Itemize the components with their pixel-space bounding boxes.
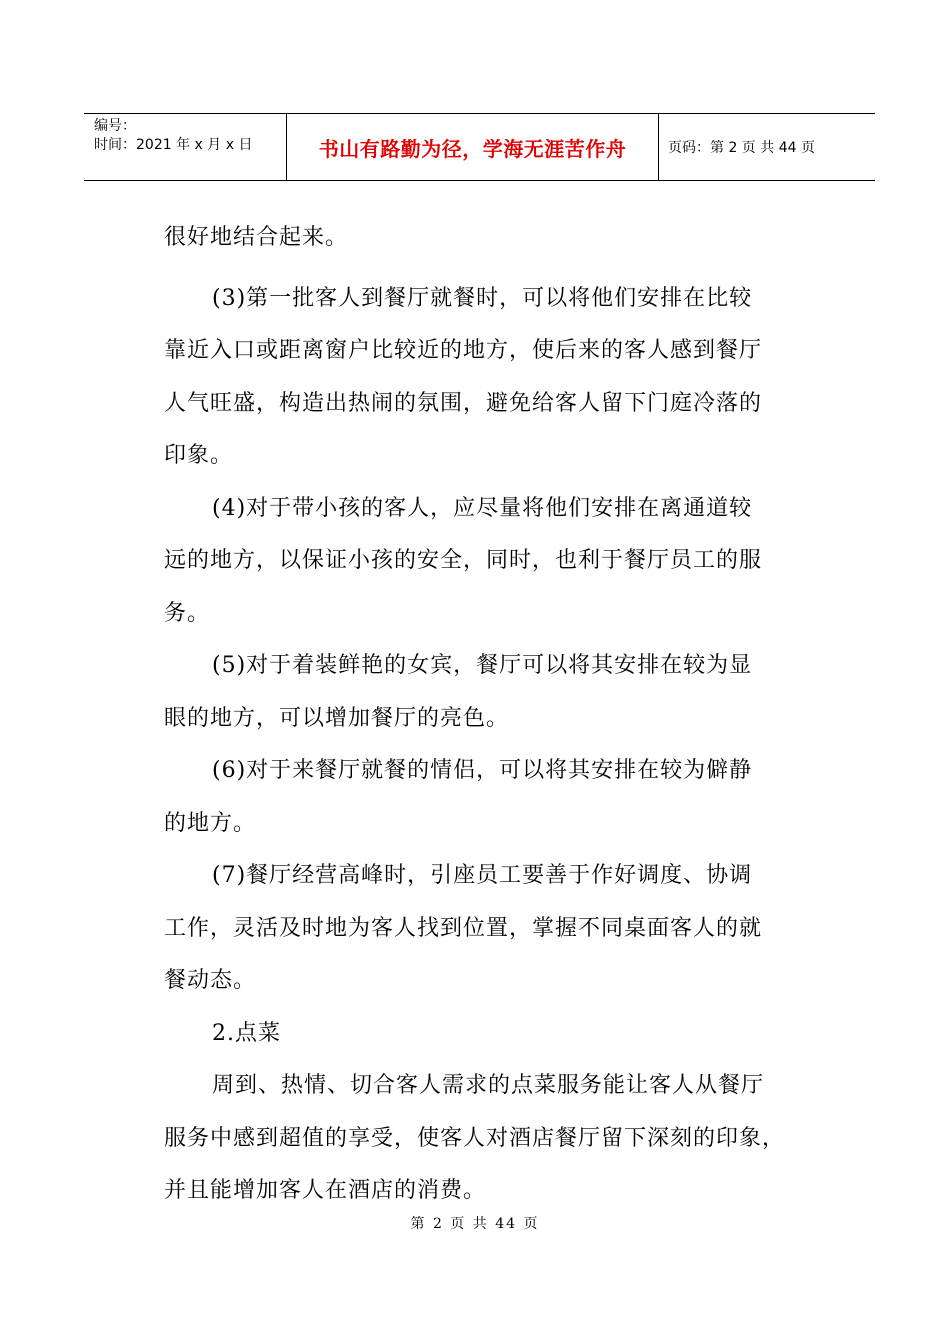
body-line: (7)餐厅经营高峰时，引座员工要善于作好调度、协调 [212, 863, 753, 888]
body-line: 远的地方，以保证小孩的安全，同时，也利于餐厅员工的服 [164, 548, 763, 573]
document-date-label: 时间：2021 年 x 月 x 日 [94, 137, 253, 153]
body-line: 眼的地方，可以增加餐厅的亮色。 [164, 706, 510, 731]
body-line: 服务中感到超值的享受，使客人对酒店餐厅留下深刻的印象， [164, 1126, 786, 1151]
body-line: 并且能增加客人在酒店的消费。 [164, 1178, 487, 1203]
page-footer: 第 2 页 共 44 页 [410, 1216, 540, 1232]
document-header [84, 113, 875, 181]
header-motto: 书山有路勤为径，学海无涯苦作舟 [318, 136, 627, 161]
body-line: 工作，灵活及时地为客人找到位置，掌握不同桌面客人的就 [164, 916, 763, 941]
header-motto-cell [286, 114, 659, 180]
header-info-cell [84, 114, 286, 180]
body-line: 务。 [164, 601, 211, 626]
document-number-label: 编号： [94, 118, 136, 134]
body-line: (4)对于带小孩的客人，应尽量将他们安排在离通道较 [212, 496, 753, 521]
body-line: 周到、热情、切合客人需求的点菜服务能让客人从餐厅 [212, 1073, 765, 1098]
section-heading: 2.点菜 [212, 1021, 281, 1046]
body-line: 人气旺盛，构造出热闹的氛围，避免给客人留下门庭冷落的 [164, 391, 763, 416]
body-line: 印象。 [164, 443, 234, 468]
body-line: 餐动态。 [164, 968, 257, 993]
body-line: 靠近入口或距离窗户比较近的地方，使后来的客人感到餐厅 [164, 338, 763, 363]
body-line: 的地方。 [164, 811, 257, 836]
body-line: 很好地结合起来。 [164, 225, 349, 250]
body-line: (6)对于来餐厅就餐的情侣，可以将其安排在较为僻静 [212, 758, 753, 783]
body-line: (5)对于着装鲜艳的女宾，餐厅可以将其安排在较为显 [212, 653, 753, 678]
header-page-code: 页码：第 2 页 共 44 页 [668, 140, 815, 156]
header-page-cell [659, 114, 875, 180]
body-line: (3)第一批客人到餐厅就餐时，可以将他们安排在比较 [212, 286, 753, 311]
